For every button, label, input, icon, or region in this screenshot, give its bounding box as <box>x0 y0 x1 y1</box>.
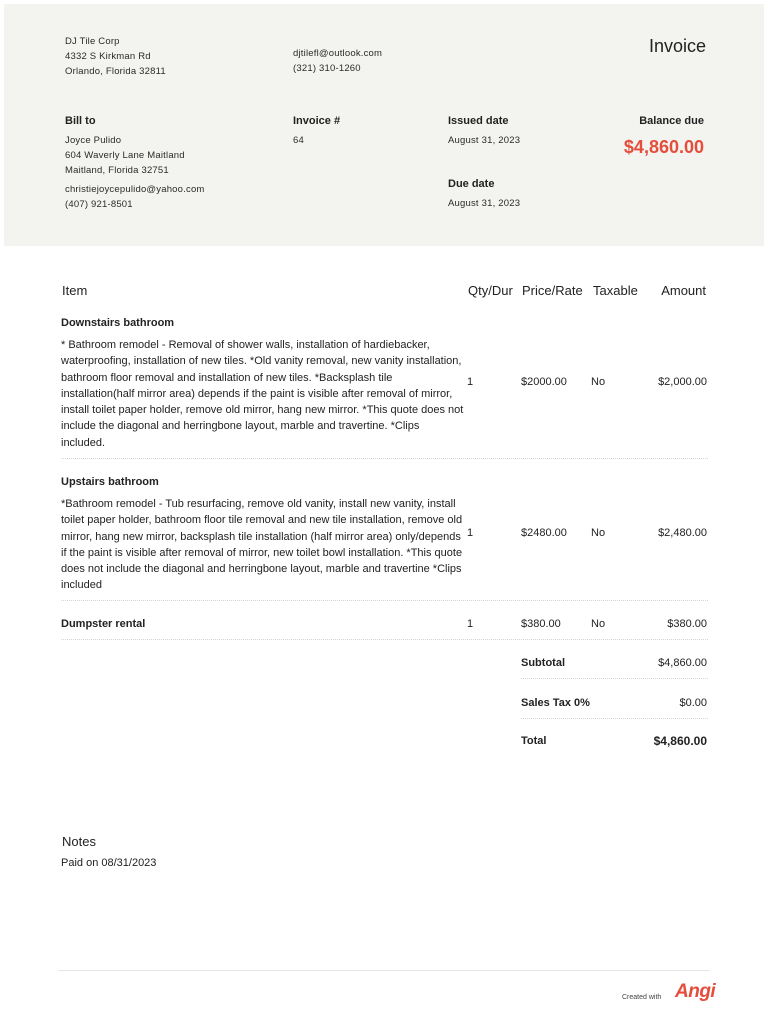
due-date-value: August 31, 2023 <box>448 198 521 209</box>
issued-date-value: August 31, 2023 <box>448 135 521 146</box>
bill-to-address-line2: Maitland, Florida 32751 <box>65 165 169 176</box>
due-date-label: Due date <box>448 178 495 190</box>
row-title: Upstairs bathroom <box>61 476 159 488</box>
invoice-number-label: Invoice # <box>293 115 341 127</box>
bill-to-label: Bill to <box>65 115 96 127</box>
bill-to-name: Joyce Pulido <box>65 135 122 146</box>
notes-heading: Notes <box>62 834 96 849</box>
totals-divider <box>521 678 708 679</box>
row-amount: $2,480.00 <box>658 527 707 539</box>
footer-divider <box>58 970 710 971</box>
company-phone: (321) 310-1260 <box>293 63 361 74</box>
row-price: $380.00 <box>521 618 561 630</box>
total-label: Total <box>521 735 547 747</box>
invoice-number-value: 64 <box>293 135 304 146</box>
row-amount: $380.00 <box>667 618 707 630</box>
balance-due-label: Balance due <box>639 115 704 127</box>
bill-to-address-line1: 604 Waverly Lane Maitland <box>65 150 185 161</box>
row-price: $2000.00 <box>521 376 567 388</box>
angi-logo: Angi <box>675 981 716 1002</box>
column-header-qty: Qty/Dur <box>468 283 513 298</box>
totals-divider <box>521 718 708 719</box>
column-header-item: Item <box>62 283 88 298</box>
row-divider <box>61 600 708 601</box>
bill-to-details <box>65 133 205 212</box>
column-header-amount: Amount <box>661 283 706 298</box>
balance-due-amount: $4,860.00 <box>623 137 704 157</box>
company-name: DJ Tile Corp <box>65 36 120 47</box>
row-description: * Bathroom remodel - Removal of shower walls, installation of hardiebacker, waterproofing, installation of new tiles. *Old vanity removal, new vanity installation, bathroom floor removal and installation of new tiles. *Backsplash tile installation(half mirror area) depends if the paint is visible after removal of mirror, install toilet paper holder, remove old mirror, hang new mirror. *This quote does not include the diagonal and herringbone layout, marble and travertine. *Clips included. <box>61 339 464 449</box>
row-title: Downstairs bathroom <box>61 317 175 329</box>
bill-to-phone: (407) 921-8501 <box>65 199 133 210</box>
sales-tax-label: Sales Tax 0% <box>521 697 590 709</box>
company-address-line2: Orlando, Florida 32811 <box>65 66 166 77</box>
row-amount: $2,000.00 <box>658 376 707 388</box>
notes-text: Paid on 08/31/2023 <box>61 857 157 869</box>
row-taxable: No <box>591 618 606 630</box>
row-taxable: No <box>591 527 606 539</box>
row-taxable: No <box>591 376 606 388</box>
column-header-price: Price/Rate <box>522 283 583 298</box>
row-qty: 1 <box>467 527 474 539</box>
row-description: *Bathroom remodel - Tub resurfacing, remove old vanity, install new vanity, install toilet paper holder, bathroom floor tile removal and new tile installation, remove old mirror, hang new mirror, backsplash tile installation (half mirror area) only/depends if the paint is visible after removal of mirror, new toilet bowl installation. *This quote does not include the diagonal and herringbone layout, marble and travertine *Clips included <box>61 498 463 592</box>
sales-tax-amount: $0.00 <box>679 697 707 709</box>
row-title: Dumpster rental <box>61 618 146 630</box>
subtotal-amount: $4,860.00 <box>658 657 707 669</box>
subtotal-label: Subtotal <box>521 657 565 669</box>
company-email: djtilefl@outlook.com <box>293 48 383 59</box>
bill-to-email: christiejoycepulido@yahoo.com <box>65 184 205 195</box>
document-title: Invoice <box>648 36 706 56</box>
row-price: $2480.00 <box>521 527 567 539</box>
total-amount: $4,860.00 <box>653 734 707 748</box>
row-qty: 1 <box>467 618 474 630</box>
company-info <box>65 34 166 79</box>
row-divider <box>61 458 708 459</box>
row-qty: 1 <box>467 376 474 388</box>
company-address-line1: 4332 S Kirkman Rd <box>65 51 151 62</box>
created-with-text: Created with <box>622 994 662 1001</box>
row-divider <box>61 639 708 640</box>
column-header-taxable: Taxable <box>593 283 638 298</box>
company-contact <box>293 46 382 76</box>
issued-date-label: Issued date <box>448 115 509 127</box>
